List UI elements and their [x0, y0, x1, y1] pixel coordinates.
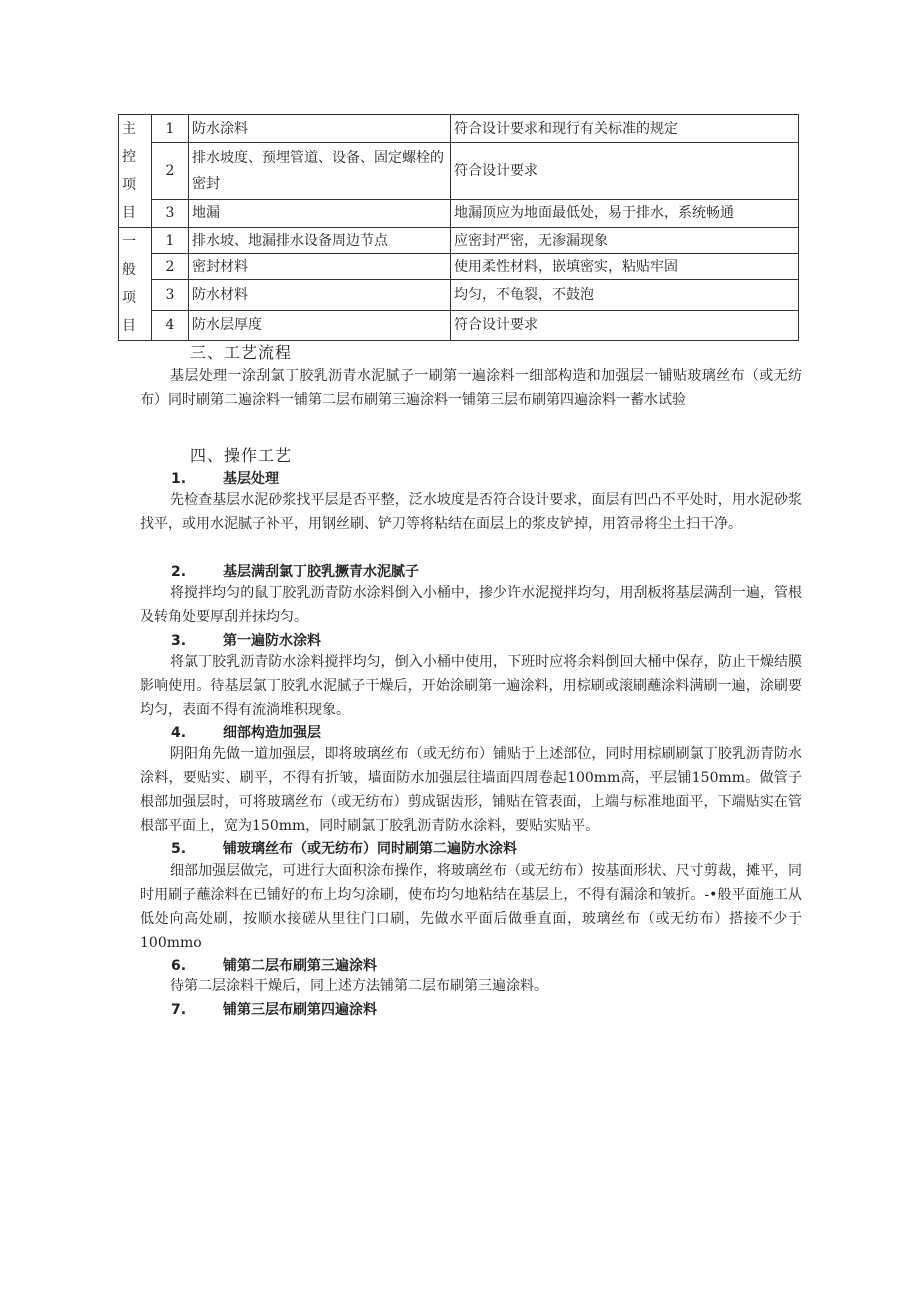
row-requirement: 使用柔性材料，嵌填密实，粘贴牢固 — [451, 254, 799, 280]
step-title: 基层处理 — [223, 471, 279, 487]
section-3-heading: 三、工艺流程 — [190, 343, 293, 362]
row-number: 1 — [152, 115, 189, 143]
step-heading — [171, 630, 321, 650]
step-text: 待第二层涂料干燥后，同上述方法铺第二层布刷第三遍涂料。 — [170, 978, 548, 994]
table-row — [119, 310, 799, 340]
step-text: 将氯丁胶乳沥青防水涂料搅拌均匀，倒入小桶中使用，下班时应将余料倒回大桶中保存，防止干燥结膜影响使用。待基层氯丁胶乳水泥腻子干燥后，开始涂刷第一遍涂料，用棕刷或滚刷蘸涂料满刷一遍，涂刷要均匀，表面不得有流淌堆积现象。 — [140, 654, 802, 718]
row-number: 1 — [152, 228, 189, 254]
group-label-main-control: 主 控 项 目 — [119, 115, 152, 228]
group-label-general: 一 般 项 目 — [119, 228, 152, 341]
step-title: 铺玻璃丝布（或无纺布）同时刷第二遍防水涂料 — [223, 841, 517, 857]
step-number: 5. — [171, 841, 187, 857]
row-item: 排水坡度、预埋管道、设备、固定螺栓的密封 — [189, 143, 451, 200]
row-requirement: 应密封严密，无渗漏现象 — [451, 228, 799, 254]
step-number: 1. — [171, 471, 187, 487]
step-title: 第一遍防水涂料 — [223, 633, 321, 649]
row-item: 排水坡、地漏排水设备周边节点 — [189, 228, 451, 254]
row-requirement: 符合设计要求 — [451, 143, 799, 200]
step-heading — [171, 722, 321, 742]
row-requirement: 均匀，不龟裂，不鼓泡 — [451, 280, 799, 310]
row-item: 密封材料 — [189, 254, 451, 280]
table-row — [119, 228, 799, 254]
row-item: 防水层厚度 — [189, 310, 451, 340]
table-row — [119, 115, 799, 143]
step-text: 先检查基层水泥砂浆找平层是否平整，泛水坡度是否符合设计要求，面层有凹凸不平处时，用水泥砂浆找平，或用水泥腻子补平，用钢丝刷、铲刀等将粘结在面层上的浆皮铲掉，用笤帚将尘土扫干净。 — [140, 492, 802, 532]
step-text: 将搅拌均匀的鼠丁胶乳沥青防水涂料倒入小桶中，掺少许水泥搅拌均匀，用刮板将基层满刮一遍，管根及转角处要厚刮并抹均匀。 — [140, 585, 802, 625]
table-row — [119, 280, 799, 310]
step-heading — [171, 955, 377, 975]
step-text: 阴阳角先做一道加强层，即将玻璃丝布（或无纺布）铺贴于上述部位，同时用棕刷刷氯丁胶乳沥青防水涂料，要贴实、刷平，不得有折皱，墙面防水加强层往墙面四周卷起100mm高，平层铺150mm。做管子根部加强层时，可将玻璃丝布（或无纺布）剪成锯齿形，铺贴在管表面，上端与标准地面平，下端贴实在管根部平面上，宽为150mm，同时刷氯丁胶乳沥青防水涂料，要贴实贴平。 — [140, 746, 802, 834]
step-heading — [171, 561, 419, 581]
step-number: 4. — [171, 725, 187, 741]
row-number: 3 — [152, 199, 189, 227]
step-heading — [171, 838, 517, 858]
step-title: 基层满刮氯丁胶乳撅青水泥腻子 — [223, 564, 419, 580]
row-item: 地漏 — [189, 199, 451, 227]
row-requirement: 符合设计要求和现行有关标准的规定 — [451, 115, 799, 143]
step-title: 细部构造加强层 — [223, 725, 321, 741]
step-number: 6. — [171, 958, 187, 974]
row-item: 防水涂料 — [189, 115, 451, 143]
row-requirement: 符合设计要求 — [451, 310, 799, 340]
row-requirement: 地漏顶应为地面最低处，易于排水，系统畅通 — [451, 199, 799, 227]
quality-standard-table — [118, 114, 799, 341]
step-title: 铺第二层布刷第三遍涂料 — [223, 958, 377, 974]
table-row — [119, 199, 799, 227]
row-number: 2 — [152, 254, 189, 280]
row-item: 防水材料 — [189, 280, 451, 310]
step-number: 2. — [171, 564, 187, 580]
step-text: 细部加强层做完，可进行大面积涂布操作，将玻璃丝布（或无纺布）按基面形状、尺寸剪裁，摊平，同时用刷子蘸涂料在已铺好的布上均匀涂刷，使布均匀地粘结在基层上，不得有漏涂和皱折。-•般平面施工从低处向高处刷，按顺水接磋从里往门口刷，先做水平面后做垂直面，玻璃丝布（或无纺布）搭接不少于100mmo — [140, 863, 802, 951]
step-heading — [171, 468, 279, 488]
row-number: 2 — [152, 143, 189, 200]
step-title: 铺第三层布刷第四遍涂料 — [223, 1002, 377, 1018]
row-number: 3 — [152, 280, 189, 310]
table-row — [119, 254, 799, 280]
row-number: 4 — [152, 310, 189, 340]
step-number: 7. — [171, 1002, 187, 1018]
step-heading — [171, 999, 377, 1019]
section-3-flow-text: 基层处理一涂刮氯丁胶乳沥青水泥腻子一刷第一遍涂料一细部构造和加强层一铺贴玻璃丝布（或无纺布）同时刷第二遍涂料一铺第二层布刷第三遍涂料一铺第三层布刷第四遍涂料一蓄水试验 — [140, 368, 802, 408]
section-4-heading: 四、操作工艺 — [190, 446, 293, 465]
step-number: 3. — [171, 633, 187, 649]
table-row — [119, 143, 799, 200]
